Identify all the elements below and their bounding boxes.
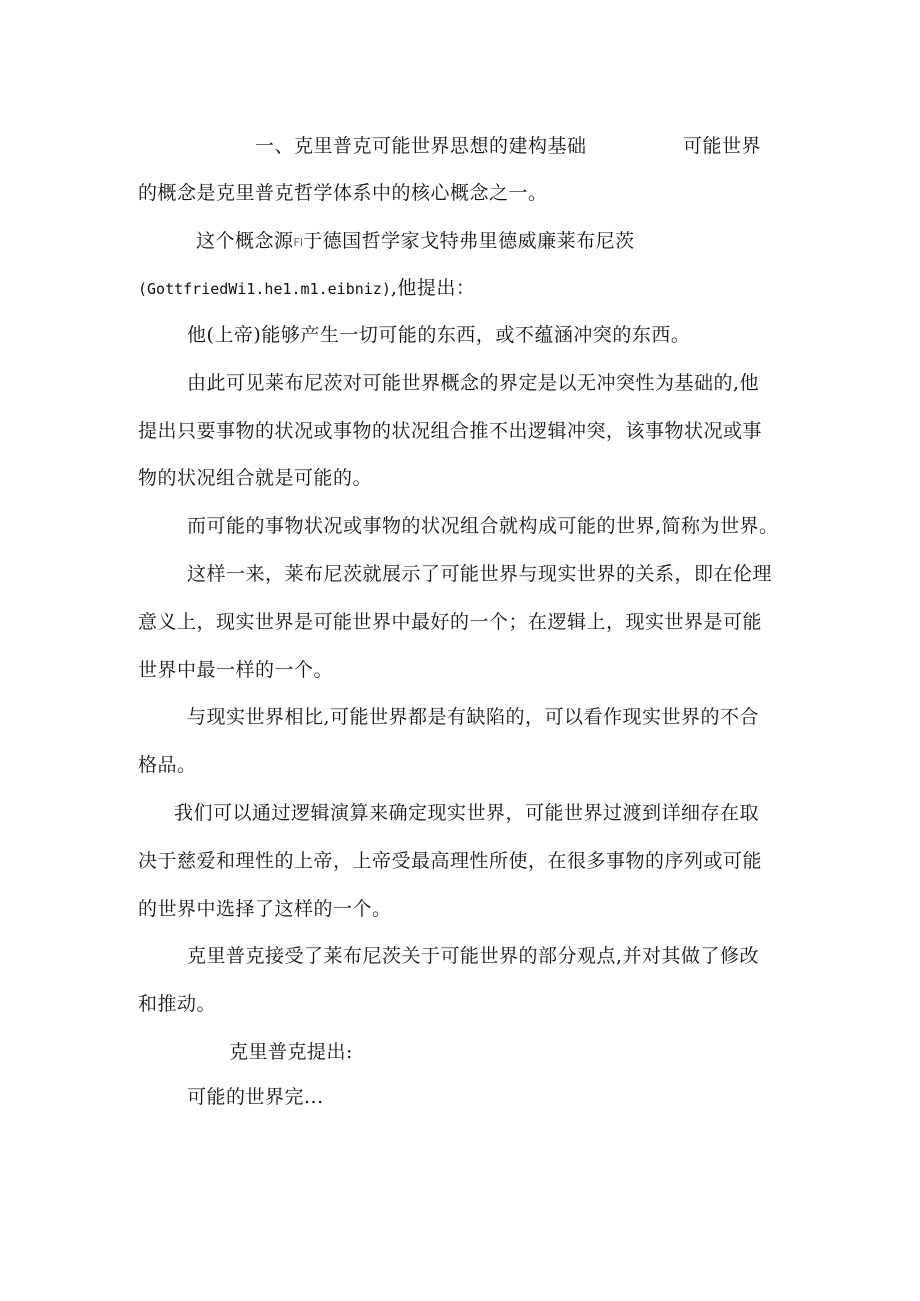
paragraph-line: 的世界中选择了这样的一个。 (138, 898, 392, 920)
paragraph-line: 这样一来，莱布尼茨就展示了可能世界与现实世界的关系，即在伦理 (187, 563, 773, 585)
paragraph-line: 世界中最一样的一个。 (138, 659, 334, 681)
paragraph-line: 克里普克接受了莱布尼茨关于可能世界的部分观点,并对其做了修改 (187, 945, 760, 967)
paragraph-line: 决于慈爱和理性的上帝，上帝受最高理性所使，在很多事物的序列或可能 (138, 850, 763, 872)
paragraph-line: 提出只要事物的状况或事物的状况组合推不出逻辑冲突，该事物状况或事 (138, 420, 763, 442)
paragraph-line: 意义上，现实世界是可能世界中最好的一个；在逻辑上，现实世界是可能 (138, 611, 763, 633)
heading-line (255, 134, 587, 158)
paragraph-line: 我们可以通过逻辑演算来确定现实世界，可能世界过渡到详细存在取 (174, 802, 760, 824)
paragraph-line: 而可能的事物状况或事物的状况组合就构成可能的世界,简称为世界。 (187, 515, 779, 537)
ocr-artifact-text: FI (293, 236, 304, 249)
paragraph-line: 可能的世界完... (187, 1086, 324, 1108)
paragraph-line: 与现实世界相比,可能世界都是有缺陷的，可以看作现实世界的不合 (187, 706, 760, 728)
paragraph-line: 由此可见莱布尼茨对可能世界概念的界定是以无冲突性为基础的,他 (187, 372, 760, 394)
paragraph-line: (GottfriedWi1.he1.m1.eibniz),他提出： (138, 277, 476, 299)
latin-name-text: (GottfriedWi1.he1.m1.eibniz) (138, 280, 391, 298)
paragraph-line: 和推动。 (138, 993, 217, 1015)
heading-trailing-text: 可能世界 (683, 135, 762, 157)
paragraph-line: 克里普克提出: (229, 1041, 353, 1063)
section-heading: 一、克里普克可能世界思想的建构基础 (255, 135, 587, 157)
paragraph-line: 的概念是克里普克哲学体系中的核心概念之一。 (138, 182, 548, 204)
paragraph-line: 这个概念源FI于德国哲学家戈特弗里德威廉莱布尼茨 (196, 230, 635, 252)
paragraph-line: 物的状况组合就是可能的。 (138, 467, 373, 489)
paragraph-line: 格品。 (138, 754, 197, 776)
paragraph-line: 他(上帝)能够产生一切可能的东西，或不蕴涵冲突的东西。 (187, 324, 691, 346)
